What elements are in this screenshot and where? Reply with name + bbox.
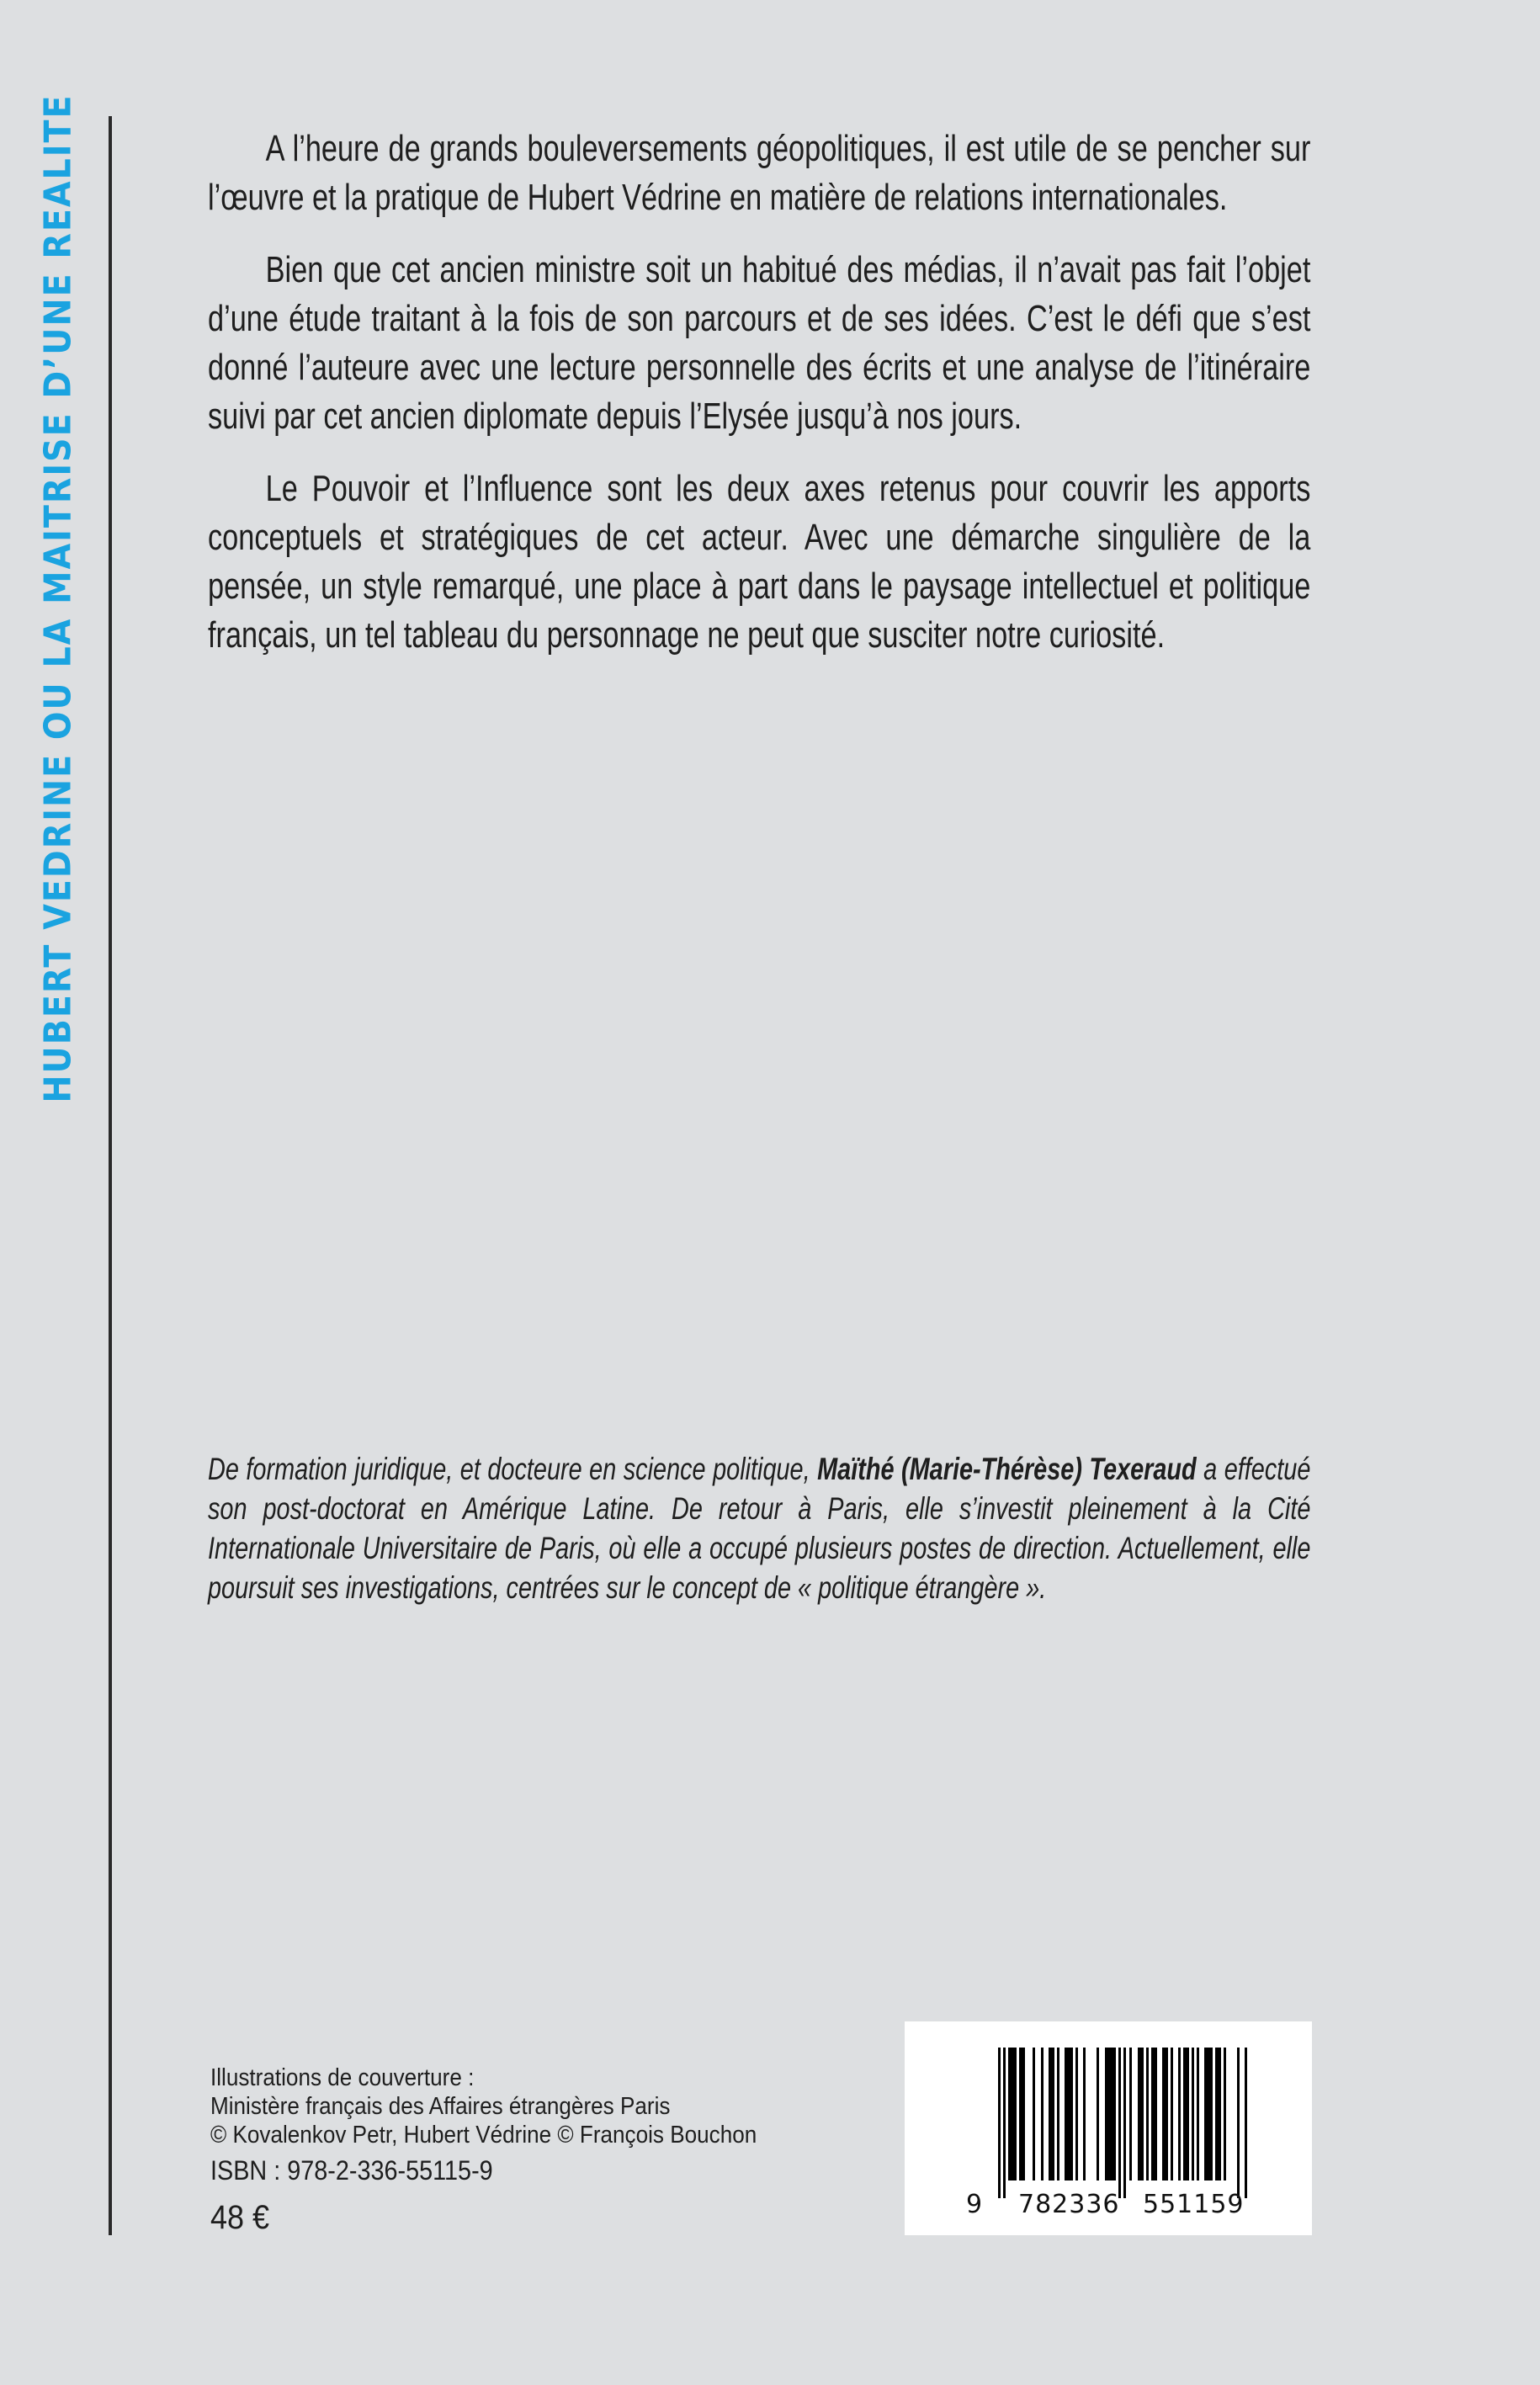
spine-title [35,93,82,1103]
credits-line-1: Ministère français des Affaires étrangères Paris [210,2093,671,2120]
credits-line-2: © Kovalenkov Petr, Hubert Védrine © François Bouchon [210,2122,757,2149]
isbn: ISBN : 978-2-336-55115-9 [210,2155,493,2186]
back-cover-blurb [208,125,1310,683]
spine-title-text: HUBERT VEDRINE OU LA MAITRISE D’UNE REALITE [37,93,81,1103]
vertical-divider [109,116,112,2235]
credits-block [210,2064,831,2237]
author-bio [208,1449,1310,1607]
barcode-left-group: 782336 [1018,2190,1120,2219]
author-name: Maïthé (Marie-Thérèse) Texeraud [817,1452,1197,1486]
barcode-right-group: 551159 [1143,2190,1245,2219]
bio-rest: a effectué son post-doctorat en Amérique Latine. De retour à Paris, elle s’investit pleinement à la Cité Internationale Universitaire de Paris, où elle a occupé plusieurs postes de direction. Actuellement, elle poursuit ses investigations, centrées sur le concept de « politique étrangère ». [208,1452,1311,1605]
barcode-icon [998,2048,1251,2198]
barcode-lead-digit: 9 [966,2190,984,2219]
blurb-paragraph-3: Le Pouvoir et l’Influence sont les deux axes retenus pour couvrir les apports conceptuels et stratégiques de cet acteur. Avec une démarche singulière de la pensée, un style remarqué, une place à part dans le paysage intellectuel et politique français, un tel tableau du personnage ne peut que susciter notre curiosité. [208,468,1311,656]
credits-heading: Illustrations de couverture : [210,2064,475,2091]
bio-intro: De formation juridique, et docteure en science politique, [208,1452,818,1486]
price: 48 € [210,2199,270,2236]
blurb-paragraph-2: Bien que cet ancien ministre soit un habitué des médias, il n’avait pas fait l’objet d’une étude traitant à la fois de son parcours et de ses idées. C’est le défi que s’est donné l’auteure avec une lecture personnelle des écrits et une analyse de l’itinéraire suivi par cet ancien diplomate depuis l’Elysée jusqu’à nos jours. [208,249,1311,437]
blurb-paragraph-1: A l’heure de grands bouleversements géopolitiques, il est utile de se pencher sur l’œuvre et la pratique de Hubert Védrine en matière de relations internationales. [208,128,1311,218]
